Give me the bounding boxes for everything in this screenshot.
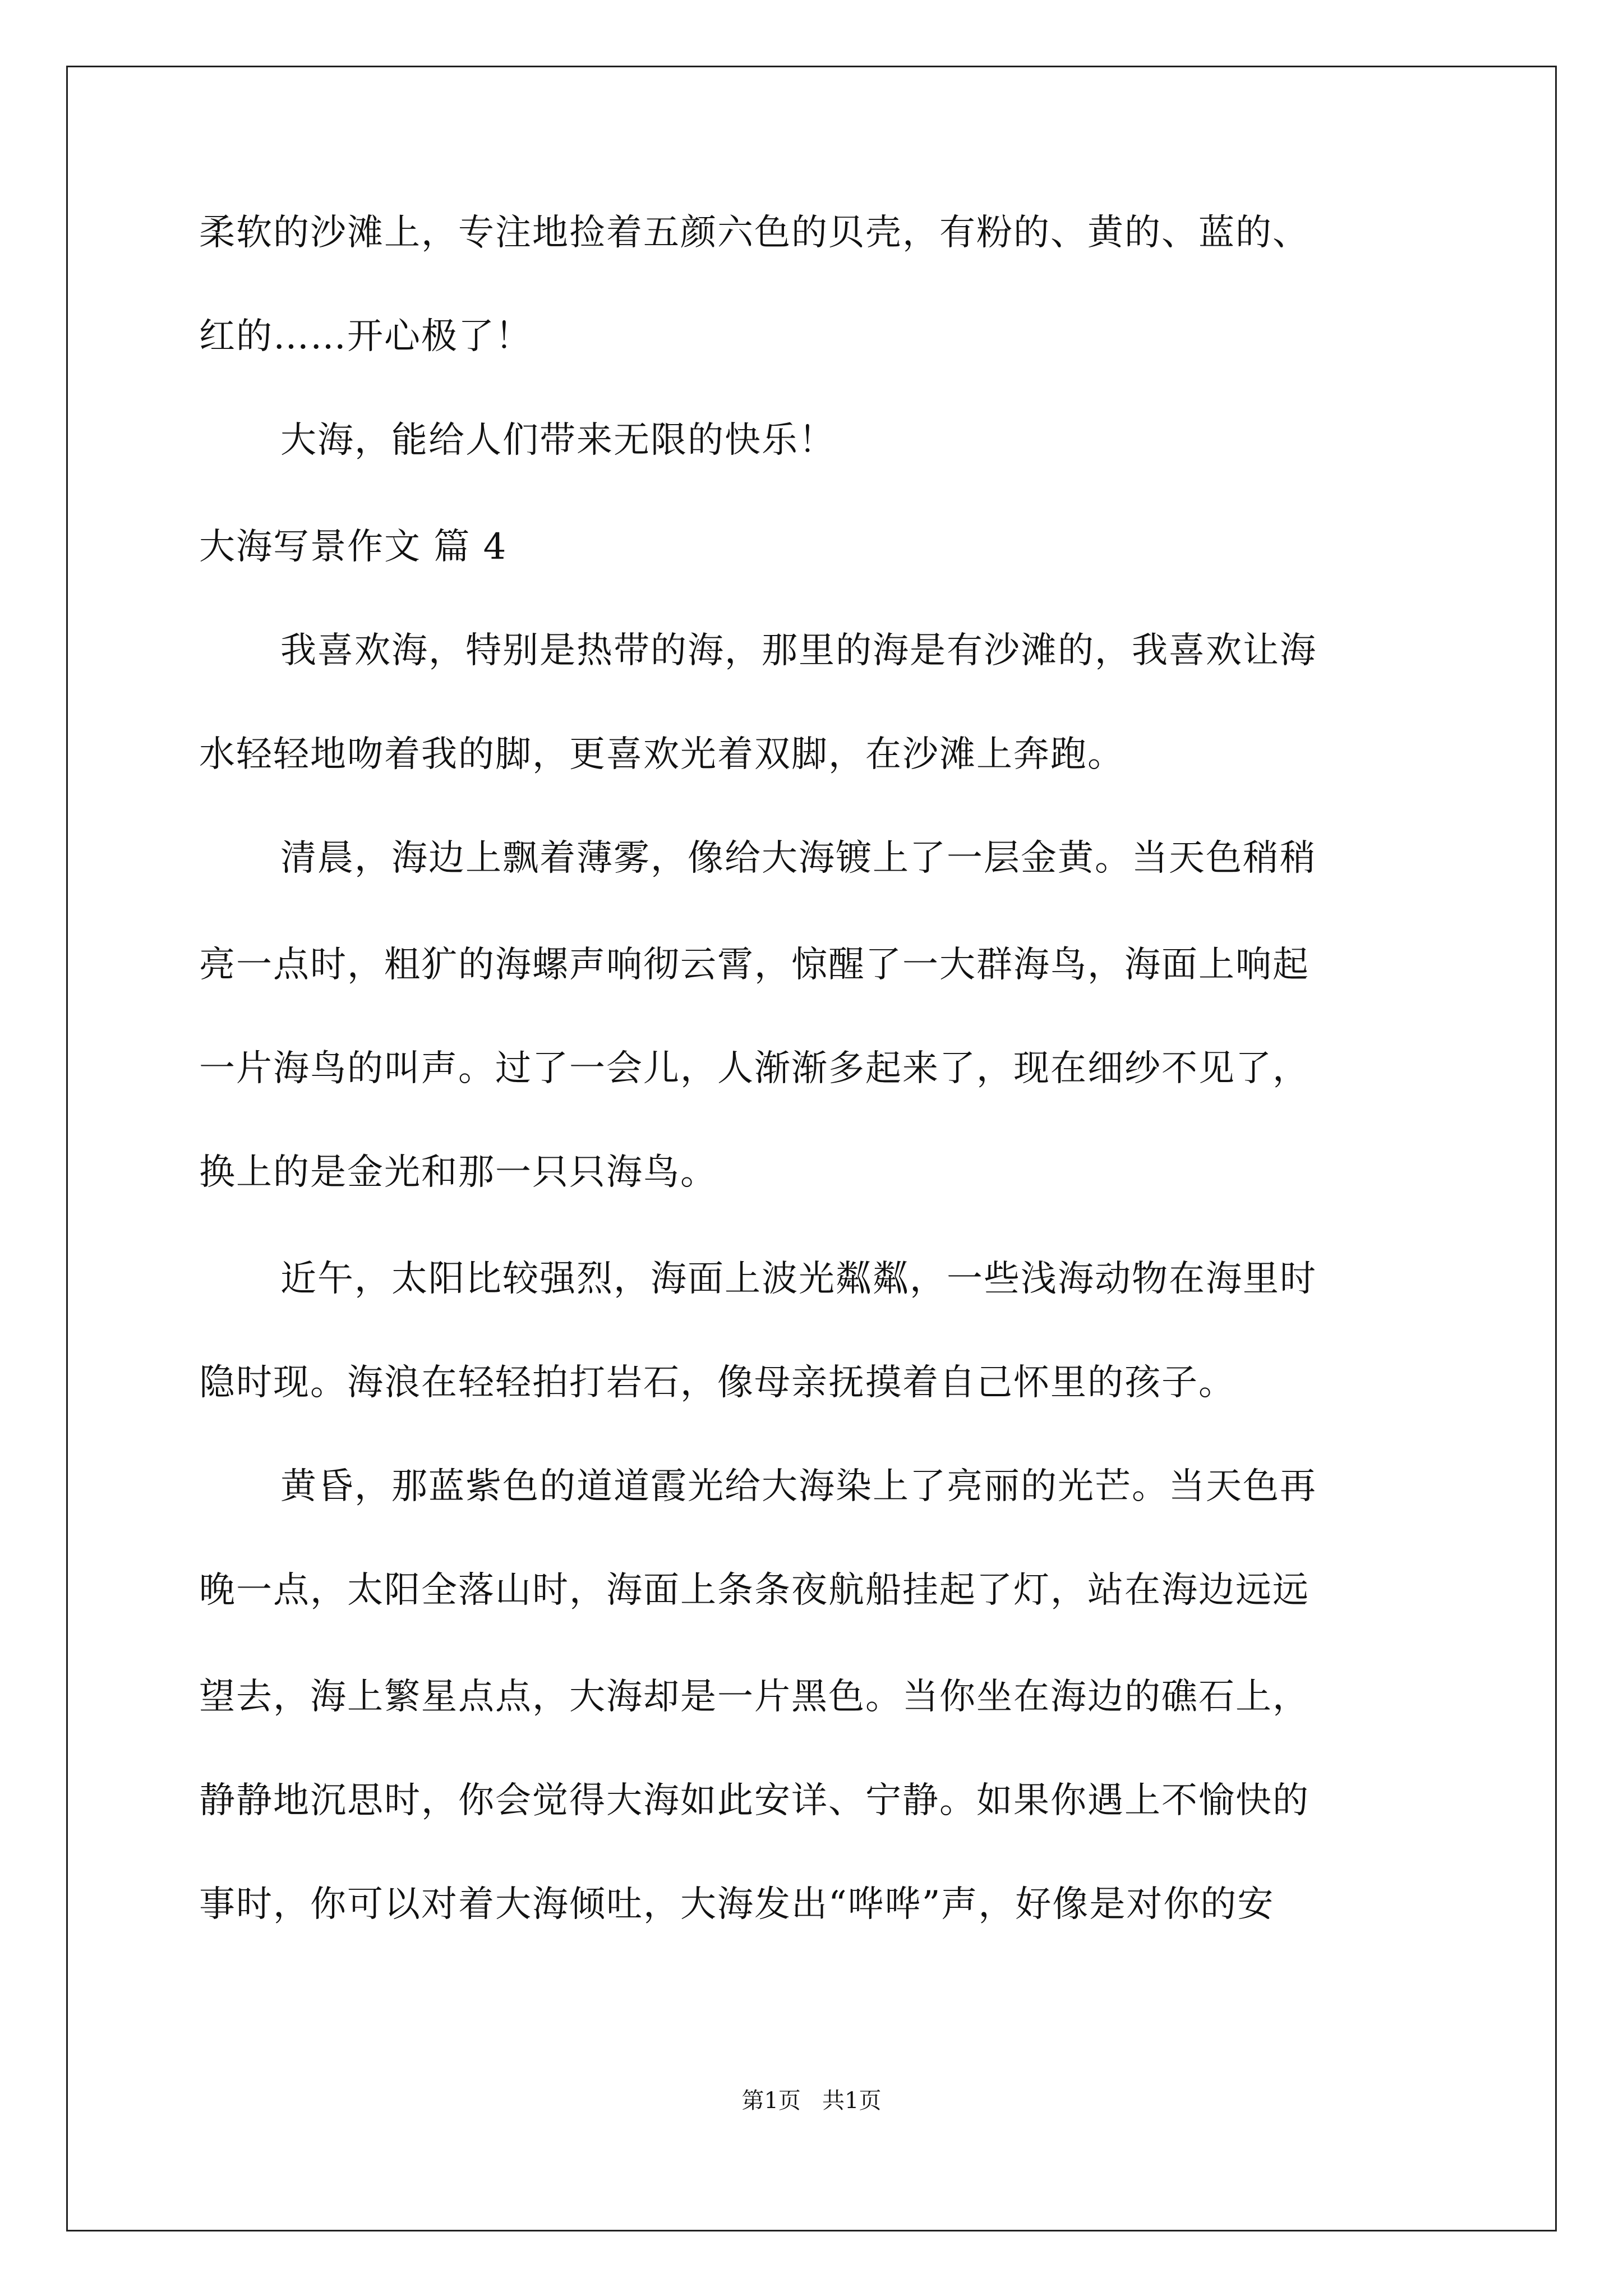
text-line: 亮一点时，粗犷的海螺声响彻云霄，惊醒了一大群海鸟，海面上响起 — [199, 944, 1310, 986]
text-line: 静静地沉思时，你会觉得大海如此安详、宁静。如果你遇上不愉快的 — [199, 1780, 1310, 1821]
text-line: 黄昏，那蓝紫色的道道霞光给大海染上了亮丽的光芒。当天色再 — [280, 1466, 1317, 1507]
text-line: 大海，能给人们带来无限的快乐！ — [280, 420, 836, 461]
text-line: 一片海鸟的叫声。过了一会儿，人渐渐多起来了，现在细纱不见了， — [199, 1048, 1310, 1089]
text-line: 红的……开心极了！ — [199, 316, 532, 357]
text-line: 望去，海上繁星点点，大海却是一片黑色。当你坐在海边的礁石上， — [199, 1676, 1310, 1718]
text-line: 水轻轻地吻着我的脚，更喜欢光着双脚，在沙滩上奔跑。 — [199, 734, 1124, 775]
text-line: 隐时现。海浪在轻轻拍打岩石，像母亲抚摸着自己怀里的孩子。 — [199, 1362, 1235, 1404]
text-line: 我喜欢海，特别是热带的海，那里的海是有沙滩的，我喜欢让海 — [280, 630, 1317, 671]
text-line: 近午，太阳比较强烈，海面上波光粼粼，一些浅海动物在海里时 — [280, 1258, 1317, 1300]
page-footer: 第1页 共1页 — [741, 2088, 882, 2114]
text-line: 清晨，海边上飘着薄雾，像给大海镀上了一层金黄。当天色稍稍 — [280, 838, 1317, 879]
text-line: 换上的是金光和那一只只海鸟。 — [199, 1152, 717, 1193]
text-line: 晚一点，太阳全落山时，海面上条条夜航船挂起了灯，站在海边远远 — [199, 1570, 1310, 1611]
text-line: 柔软的沙滩上，专注地捡着五颜六色的贝壳，有粉的、黄的、蓝的、 — [199, 212, 1310, 254]
section-heading: 大海写景作文 篇 4 — [199, 526, 508, 568]
text-line: 事时，你可以对着大海倾吐，大海发出“哗哗”声，好像是对你的安 — [199, 1884, 1275, 1925]
